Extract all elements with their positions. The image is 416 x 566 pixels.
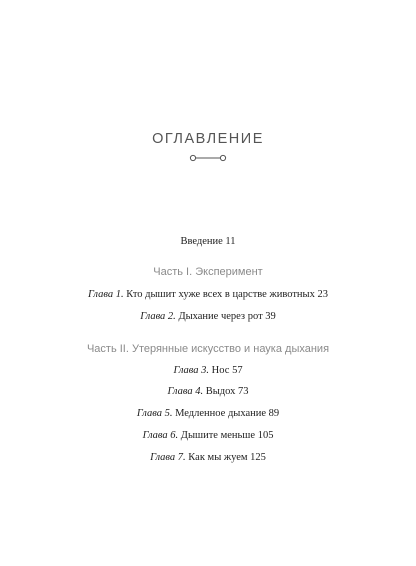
toc-entry-chapter-6[interactable] [0,429,416,443]
entry-title: Нос [211,365,230,376]
entry-page: 11 [225,236,236,247]
chapter-label: Глава 3. [173,365,210,376]
entry-title: Кто дышит хуже всех в царстве животных [126,289,315,300]
entry-page: 57 [232,365,243,376]
chapter-label: Глава 1. [88,289,124,300]
page-title: ОГЛАВЛЕНИЕ [152,131,264,147]
toc-entry-chapter-2[interactable] [0,310,416,324]
chapter-label: Глава 6. [142,430,179,441]
entry-title: Введение [180,236,223,247]
toc-entry-intro[interactable] [0,235,416,249]
entry-title: Как мы жуем [188,452,248,463]
entry-title: Выдох [205,386,236,397]
toc-entry-chapter-3[interactable] [0,364,416,378]
entry-title: Медленное дыхание [175,408,267,419]
entry-page: 89 [268,408,280,419]
entry-page: 39 [265,311,276,322]
chapter-label: Глава 7. [150,452,186,463]
entry-title: Дышите меньше [180,430,256,441]
entry-page: 105 [257,430,274,441]
entry-page: 125 [250,452,266,463]
entry-page: 23 [317,289,328,300]
toc-entry-chapter-7[interactable] [0,451,416,465]
entry-title: Дыхание через рот [178,311,263,322]
chapter-label: Глава 4. [167,386,204,397]
chapter-label: Глава 5. [136,408,173,419]
part-heading-1: Часть I. Эксперимент [153,266,263,278]
entry-page: 73 [238,386,249,397]
chapter-label: Глава 2. [140,311,176,322]
toc-entry-chapter-1[interactable] [0,288,416,302]
part-heading-2: Часть II. Утерянные искусство и наука дыхания [86,343,330,355]
toc-entry-chapter-4[interactable] [0,385,416,399]
toc-entry-chapter-5[interactable] [0,407,416,421]
